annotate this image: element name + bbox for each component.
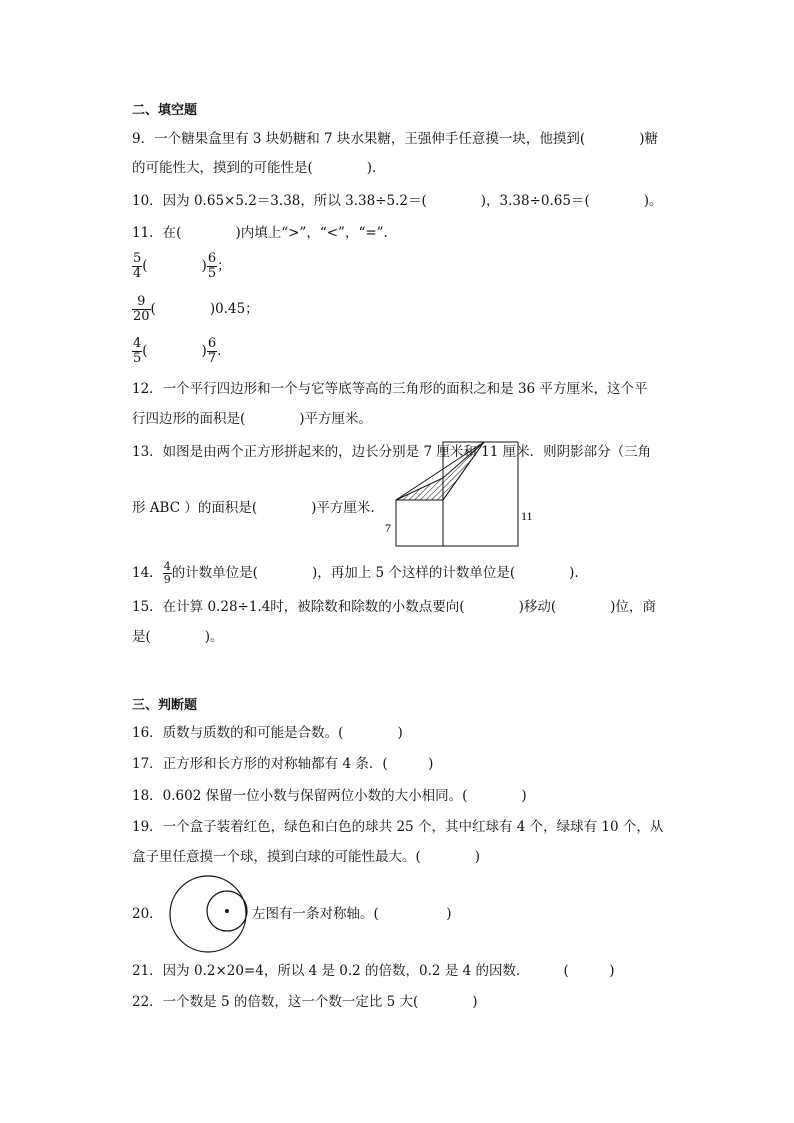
question-12-line2: 行四边形的面积是( )平方厘米。 xyxy=(132,411,373,427)
section-title-fill-blank: 二、填空题 xyxy=(132,103,198,118)
question-17: 17．正方形和长方形的对称轴都有 4 条．( ) xyxy=(132,756,434,772)
big-square xyxy=(443,442,518,546)
fraction xyxy=(207,252,217,281)
label-small-side: 7 xyxy=(385,521,391,535)
punctuation: ； xyxy=(217,258,231,274)
question-12-line1: 12．一个平行四边形和一个与它等底等高的三角形的面积之和是 36 平方厘米，这个平 xyxy=(132,381,648,397)
fraction-denominator: 7 xyxy=(207,351,217,366)
fraction-numerator: 9 xyxy=(132,295,151,310)
question-11-item-1 xyxy=(132,252,231,281)
question-20-number: 20． xyxy=(132,906,163,922)
fraction-denominator: 4 xyxy=(133,266,142,281)
fraction-numerator: 4 xyxy=(133,336,142,351)
section-title-judgment: 三、判断题 xyxy=(132,698,198,713)
fraction xyxy=(132,252,142,281)
label-big-side: 11 xyxy=(521,509,533,523)
fraction-denominator: 5 xyxy=(207,266,217,281)
fraction xyxy=(132,295,151,324)
question-number: 14． xyxy=(132,565,163,581)
fraction-numerator: 6 xyxy=(207,336,217,351)
fraction-numerator: 4 xyxy=(163,560,171,573)
punctuation: ； xyxy=(245,301,259,317)
answer-blank[interactable]: ( ) xyxy=(563,963,615,979)
question-13-line1: 13．如图是由两个正方形拼起来的，边长分别是 7 厘米和 11 厘米．则阴影部分（三角 xyxy=(132,444,652,460)
question-9-line2: 的可能性大，摸到的可能性是( ). xyxy=(132,160,377,176)
answer-blank[interactable]: ( ) xyxy=(142,343,207,359)
question-18: 18．0.602 保留一位小数与保留两位小数的大小相同。( ) xyxy=(132,788,527,804)
answer-blank[interactable]: ( ) xyxy=(142,258,207,274)
question-19-line2: 盒子里任意摸一个球，摸到白球的可能性最大。( ) xyxy=(132,849,481,865)
fraction xyxy=(207,337,217,366)
question-14 xyxy=(132,561,579,586)
question-22: 22．一个数是 5 的倍数，这一个数一定比 5 大( ) xyxy=(132,994,478,1010)
question-20-text: 左图有一条对称轴。( ) xyxy=(252,906,452,922)
question-19-line1: 19．一个盒子装着红色，绿色和白色的球共 25 个，其中红球有 4 个，绿球有 10 个，从 xyxy=(132,819,664,835)
question-16: 16．质数与质数的和可能是合数。( ) xyxy=(132,725,403,741)
decimal-value: 0.45 xyxy=(215,301,246,317)
question-11-intro: 11．在( )内填上“>”，“<”，“=”. xyxy=(132,225,388,241)
fraction-numerator: 5 xyxy=(133,251,142,266)
question-13-line2: 形 ABC ）的面积是( )平方厘米. xyxy=(132,500,375,516)
small-square xyxy=(396,500,443,546)
fraction xyxy=(163,561,172,586)
fraction xyxy=(132,337,142,366)
question-text: 21．因为 0.2×20=4，所以 4 是 0.2 的倍数，0.2 是 4 的因数． xyxy=(132,963,530,979)
question-11-item-2 xyxy=(132,295,259,324)
question-21 xyxy=(132,962,615,980)
diagonal-line xyxy=(443,442,484,500)
center-dot xyxy=(225,909,229,913)
question-9-line1: 9．一个糖果盒里有 3 块奶糖和 7 块水果糖，王强伸手任意摸一块，他摸到( )糖 xyxy=(132,131,658,147)
circles-figure xyxy=(168,874,250,956)
fraction-numerator: 6 xyxy=(207,251,217,266)
question-15-line2: 是( )。 xyxy=(132,629,224,645)
question-text: 的计数单位是( )，再加上 5 个这样的计数单位是( ). xyxy=(171,565,579,581)
fraction-denominator: 5 xyxy=(133,351,142,366)
question-10: 10．因为 0.65×5.2＝3.38，所以 3.38÷5.2＝( )，3.38÷0.65＝( )。 xyxy=(132,193,663,209)
two-squares-figure xyxy=(380,438,533,550)
answer-blank[interactable]: ( ) xyxy=(150,301,216,317)
fraction-denominator: 9 xyxy=(163,573,171,586)
fraction-denominator: 20 xyxy=(133,309,150,324)
question-15-line1: 15．在计算 0.28÷1.4时，被除数和除数的小数点要向( )移动( )位，商 xyxy=(132,599,656,615)
outer-circle xyxy=(170,876,246,952)
punctuation: . xyxy=(217,343,222,359)
question-11-item-3 xyxy=(132,337,221,366)
